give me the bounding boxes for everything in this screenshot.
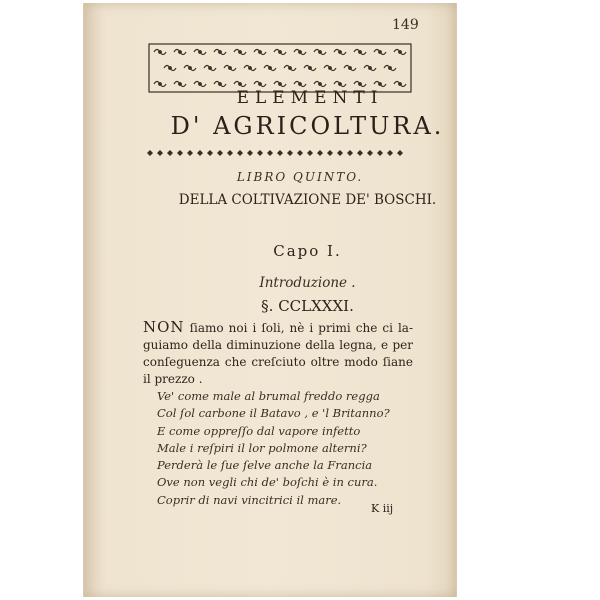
body-paragraph xyxy=(143,319,413,388)
decorative-rule xyxy=(145,148,405,158)
rule-diamond xyxy=(387,150,393,156)
rule-diamond xyxy=(257,150,263,156)
fleuron-dot xyxy=(299,83,302,86)
verse-line: Male i reſpiri il lor polmone alterni? xyxy=(157,440,367,455)
ornamental-border-band xyxy=(148,43,412,93)
rule-diamond xyxy=(217,150,223,156)
fleuron-dot xyxy=(159,51,162,54)
fleuron-dot xyxy=(219,83,222,86)
signature-mark: K iij xyxy=(371,502,394,515)
rule-diamond xyxy=(237,150,243,156)
fleuron-dot xyxy=(339,83,342,86)
fleuron-dot xyxy=(179,83,182,86)
rule-diamond xyxy=(287,150,293,156)
rule-diamond xyxy=(397,150,403,156)
fleuron-dot xyxy=(399,51,402,54)
fleuron-dot xyxy=(179,51,182,54)
fleuron-dot xyxy=(209,67,212,70)
fleuron-dot xyxy=(299,51,302,54)
paragraph-text: ſiamo noi i ſoli, nè i primi che ci la- guiamo della diminuzione della legna, e per conſeguenza che creſciuto oltre modo ſiane il prezzo . xyxy=(143,321,413,386)
fleuron-dot xyxy=(199,51,202,54)
rule-diamond xyxy=(377,150,383,156)
rule-diamond xyxy=(357,150,363,156)
book-part-heading: LIBRO QUINTO. xyxy=(236,170,364,184)
part-subtitle: DELLA COLTIVAZIONE DE' BOSCHI. xyxy=(178,192,437,208)
fleuron-dot xyxy=(199,83,202,86)
verse-line: E come oppreſſo dal vapore infetto xyxy=(157,423,361,438)
book-title-line-1: ELEMENTI xyxy=(236,88,384,108)
fleuron-dot xyxy=(359,83,362,86)
fleuron-dot xyxy=(279,51,282,54)
book-title-line-2: D' AGRICOLTURA. xyxy=(170,112,445,140)
fleuron-dot xyxy=(279,83,282,86)
fleuron-dot xyxy=(259,51,262,54)
fleuron-dot xyxy=(249,67,252,70)
fleuron-dot xyxy=(379,51,382,54)
rule-diamond xyxy=(307,150,313,156)
fleuron-dot xyxy=(309,67,312,70)
rule-diamond xyxy=(247,150,253,156)
rule-diamond xyxy=(167,150,173,156)
verse-line: Coprir di navi vincitrici il mare. xyxy=(157,492,342,507)
rule-diamond xyxy=(177,150,183,156)
fleuron-dot xyxy=(239,51,242,54)
verse-line: Ve' come male al brumal freddo regga xyxy=(157,389,380,403)
fleuron-dot xyxy=(369,67,372,70)
fleuron-dot xyxy=(389,67,392,70)
fleuron-dot xyxy=(169,67,172,70)
introduction-heading: Introduzione . xyxy=(259,275,356,291)
rule-diamond xyxy=(147,150,153,156)
page-number: 149 xyxy=(392,17,419,33)
rule-diamond xyxy=(267,150,273,156)
chapter-heading: Capo I. xyxy=(273,242,342,260)
fleuron-dot xyxy=(159,83,162,86)
verse-line: Ove non vegli chi de' boſchi è in cura. xyxy=(157,475,378,490)
fleuron-dot xyxy=(379,83,382,86)
rule-diamond xyxy=(317,150,323,156)
fleuron-dot xyxy=(229,67,232,70)
drop-lead-word: NON xyxy=(143,318,185,336)
fleuron-dot xyxy=(319,51,322,54)
rule-diamond xyxy=(327,150,333,156)
fleuron-dot xyxy=(219,51,222,54)
rule-diamond xyxy=(227,150,233,156)
fleuron-dot xyxy=(339,51,342,54)
rule-diamond xyxy=(157,150,163,156)
rule-diamond xyxy=(197,150,203,156)
fleuron-dot xyxy=(289,67,292,70)
rule-diamond xyxy=(207,150,213,156)
rule-diamond xyxy=(297,150,303,156)
fleuron-dot xyxy=(189,67,192,70)
fleuron-dot xyxy=(329,67,332,70)
fleuron-dot xyxy=(349,67,352,70)
rule-diamond xyxy=(187,150,193,156)
rule-diamond xyxy=(277,150,283,156)
fleuron-dot xyxy=(239,83,242,86)
fleuron-dot xyxy=(269,67,272,70)
rule-diamond xyxy=(337,150,343,156)
verse-line: Perderà le ſue ſelve anche la Francia xyxy=(157,458,373,473)
section-number: §. CCLXXXI. xyxy=(261,297,354,315)
rule-diamond xyxy=(347,150,353,156)
fleuron-dot xyxy=(319,83,322,86)
rule-diamond xyxy=(367,150,373,156)
verse-block xyxy=(157,388,427,509)
verse-line: Col ſol carbone il Batavo , e 'l Britanno? xyxy=(157,406,390,421)
fleuron-dot xyxy=(399,83,402,86)
fleuron-dot xyxy=(359,51,362,54)
fleuron-dot xyxy=(259,83,262,86)
